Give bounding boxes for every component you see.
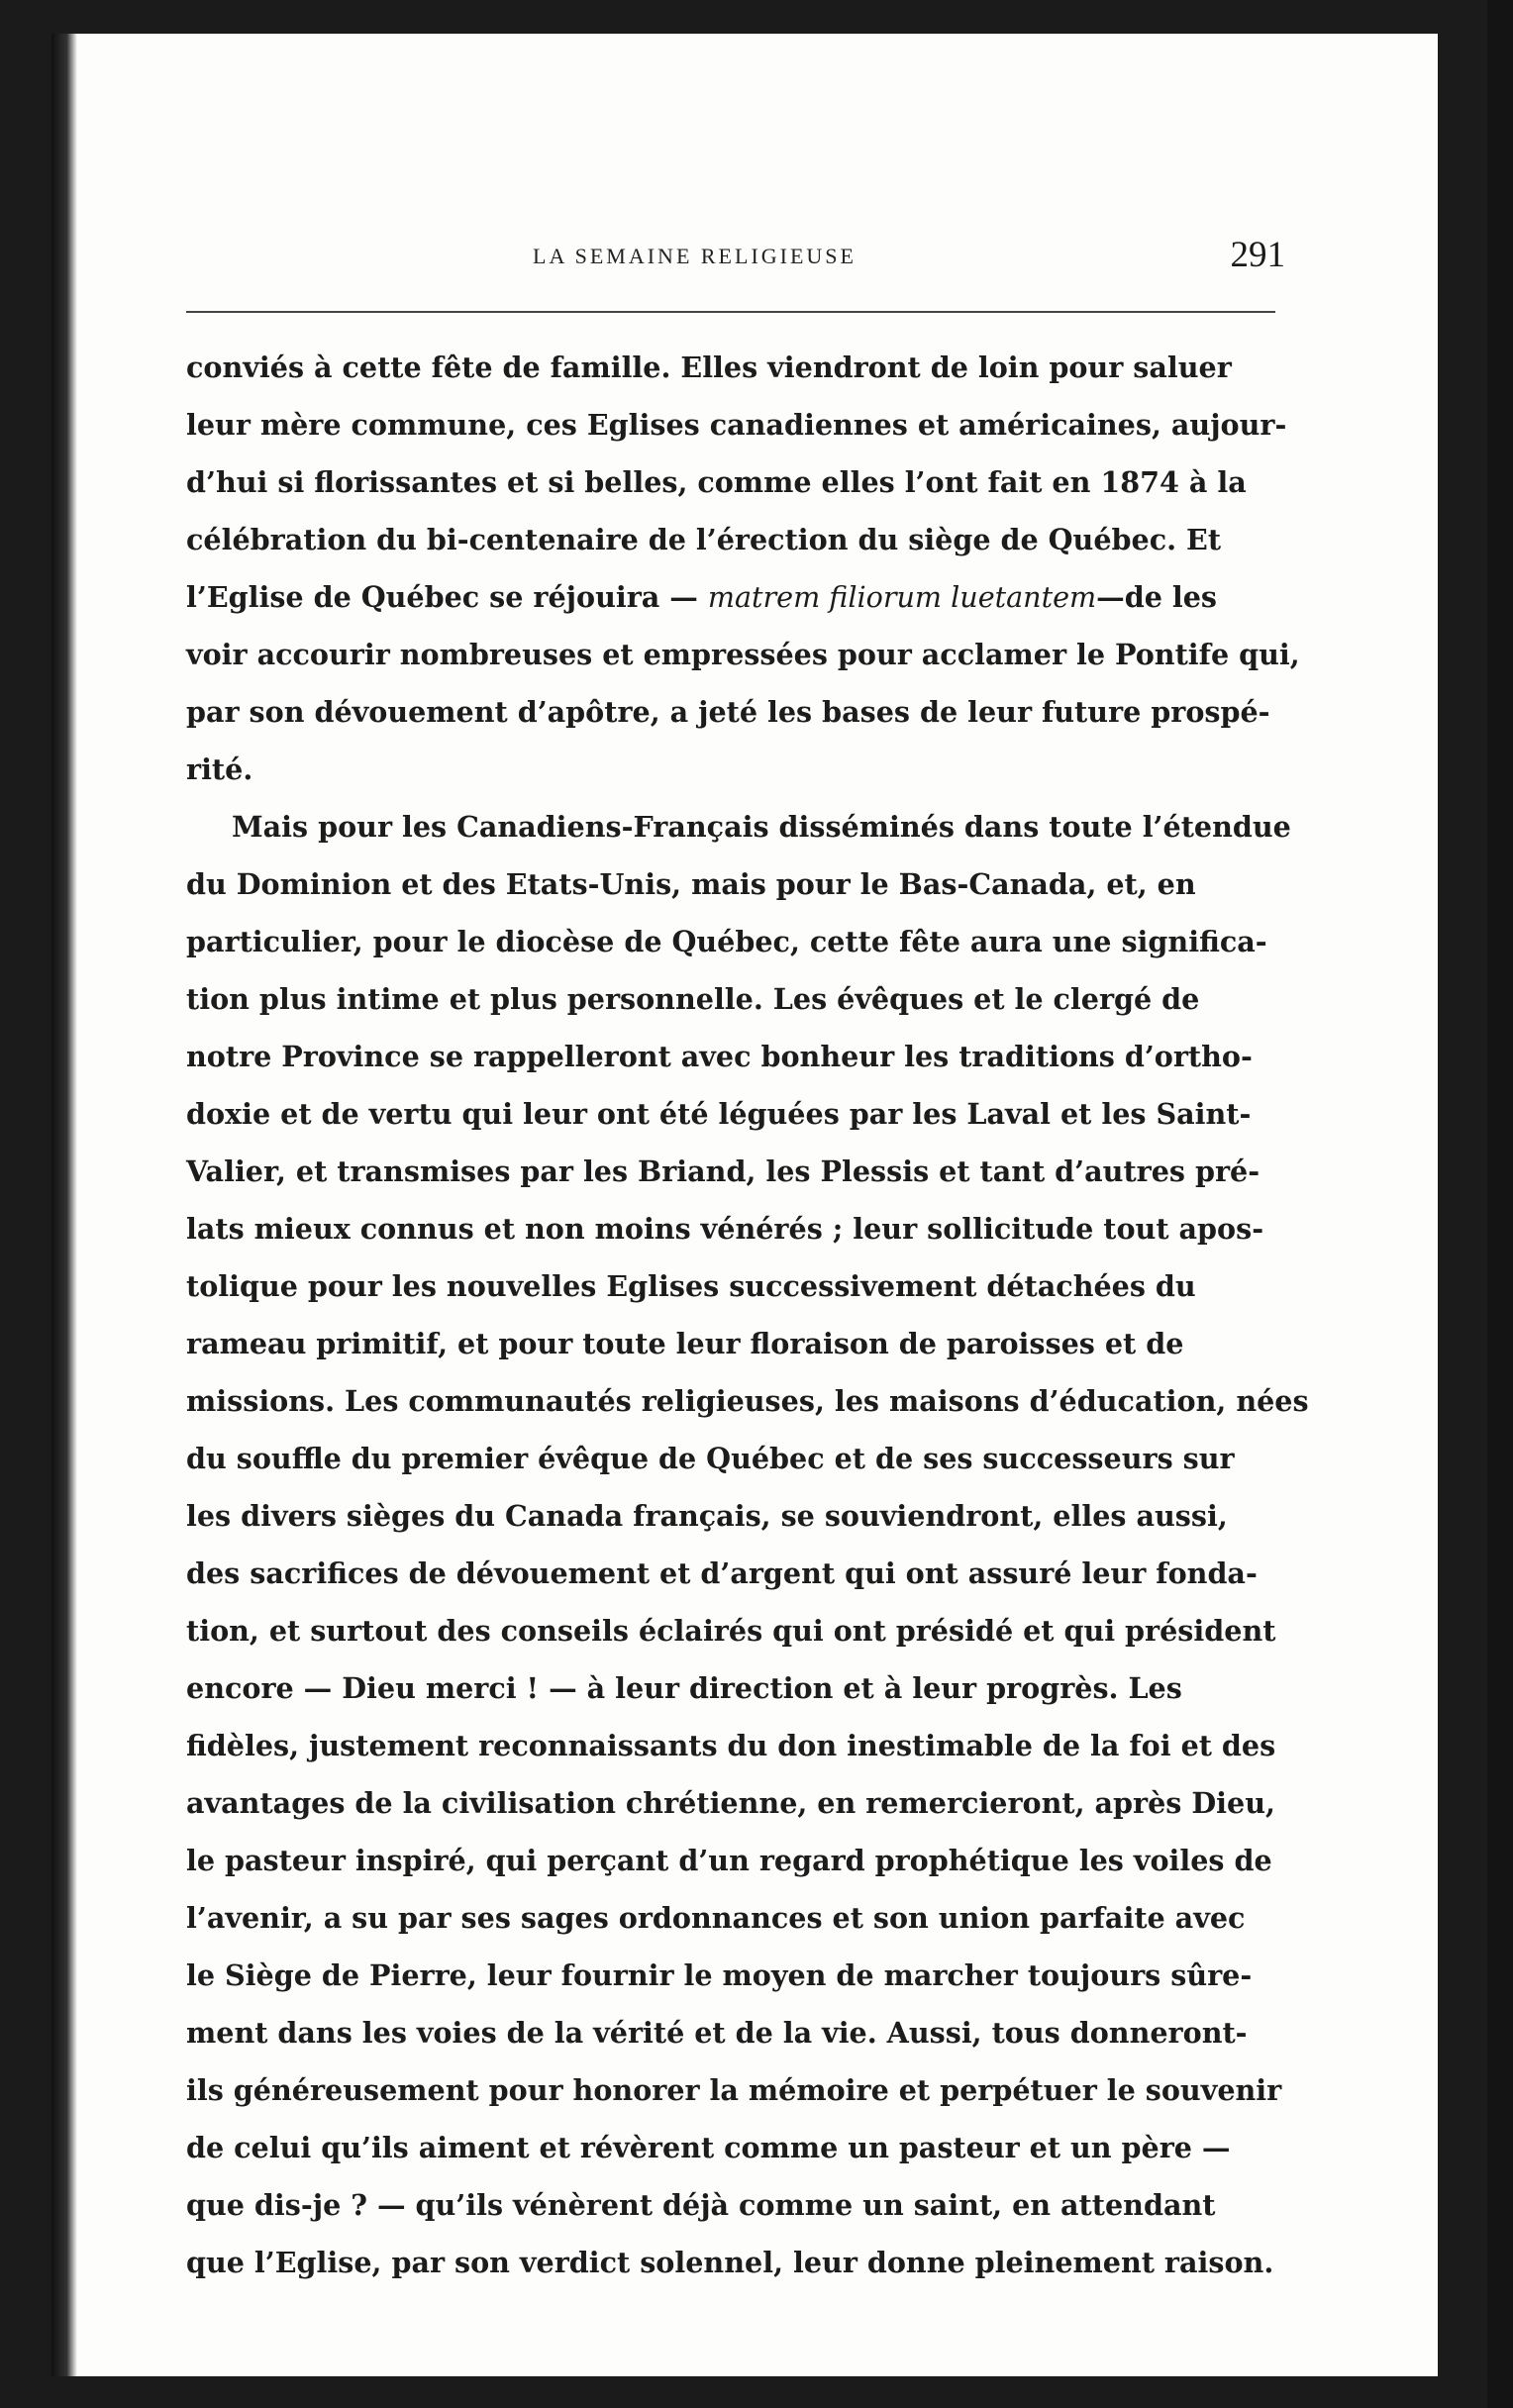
text-line: célébration du bi-centenaire de l’érection du siège de Québec. Et	[186, 523, 1222, 556]
running-title: LA SEMAINE RELIGIEUSE	[533, 244, 857, 268]
text-line: les divers sièges du Canada français, se souviendront, elles aussi,	[186, 1499, 1228, 1533]
text-line	[186, 568, 1305, 626]
text-line: tolique pour les nouvelles Eglises successivement détachées du	[186, 1269, 1196, 1303]
book-page	[51, 34, 1438, 2376]
text-line: ils généreusement pour honorer la mémoire et perpétuer le souvenir	[186, 2073, 1282, 2107]
text-line: avantages de la civilisation chrétienne, en remercieront, après Dieu,	[186, 1786, 1275, 1820]
page-number: 291	[1230, 235, 1285, 275]
left-page-edge	[51, 34, 77, 2376]
text-line: du souffle du premier évêque de Québec et de ses successeurs sur	[186, 1442, 1235, 1475]
text-line: le Siège de Pierre, leur fournir le moyen de marcher toujours sûre-	[186, 1958, 1253, 1992]
text-line: rameau primitif, et pour toute leur floraison de paroisses et de	[186, 1327, 1184, 1360]
text-line: doxie et de vertu qui leur ont été léguées par les Laval et les Saint-	[186, 1097, 1252, 1131]
page-header	[533, 235, 1285, 277]
text-line: le pasteur inspiré, qui perçant d’un regard prophétique les voiles de	[186, 1844, 1272, 1877]
text-line: notre Province se rappelleront avec bonheur les traditions d’ortho-	[186, 1040, 1253, 1073]
text-line: de celui qu’ils aiment et révèrent comme un pasteur et un père —	[186, 2131, 1231, 2164]
text-line: par son dévouement d’apôtre, a jeté les bases de leur future prospé-	[186, 695, 1270, 729]
body-text	[186, 339, 1309, 2291]
text-line: particulier, pour le diocèse de Québec, cette fête aura une significa-	[186, 925, 1267, 958]
text-line: que l’Eglise, par son verdict solennel, leur donne pleinement raison.	[186, 2246, 1274, 2279]
paragraph-start-line: Mais pour les Canadiens-Français disséminés dans toute l’étendue	[232, 810, 1291, 844]
text-line: du Dominion et des Etats-Unis, mais pour le Bas-Canada, et, en	[186, 867, 1196, 901]
text-line: des sacrifices de dévouement et d’argent qui ont assuré leur fonda-	[186, 1556, 1258, 1590]
text-line: encore — Dieu merci ! — à leur direction et à leur progrès. Les	[186, 1671, 1182, 1705]
scan-shadow	[1487, 0, 1513, 2408]
text-line: missions. Les communautés religieuses, les maisons d’éducation, nées	[186, 1384, 1309, 1418]
text-line: que dis-je ? — qu’ils vénèrent déjà comme un saint, en attendant	[186, 2188, 1216, 2222]
text-line: conviés à cette fête de famille. Elles viendront de loin pour saluer	[186, 351, 1232, 384]
text-line: ment dans les voies de la vérité et de la vie. Aussi, tous donneront-	[186, 2016, 1248, 2050]
text-line: voir accourir nombreuses et empressées pour acclamer le Pontife qui,	[186, 638, 1300, 671]
text-line: d’hui si florissantes et si belles, comme elles l’ont fait en 1874 à la	[186, 465, 1247, 499]
text-segment: l’Eglise de Québec se réjouira —	[186, 580, 708, 614]
text-line: leur mère commune, ces Eglises canadiennes et américaines, aujour-	[186, 408, 1287, 442]
latin-quote: matrem filiorum luetantem	[707, 580, 1097, 614]
header-rule	[186, 311, 1275, 313]
text-line: tion, et surtout des conseils éclairés qui ont présidé et qui président	[186, 1614, 1276, 1648]
text-line: l’avenir, a su par ses sages ordonnances et son union parfaite avec	[186, 1901, 1246, 1935]
text-line: Valier, et transmises par les Briand, les Plessis et tant d’autres pré-	[186, 1154, 1261, 1188]
text-segment: —de les	[1096, 580, 1217, 614]
text-line: rité.	[186, 752, 253, 786]
text-line: lats mieux connus et non moins vénérés ; leur sollicitude tout apos-	[186, 1212, 1264, 1246]
text-line: fidèles, justement reconnaissants du don inestimable de la foi et des	[186, 1729, 1276, 1762]
text-line: tion plus intime et plus personnelle. Les évêques et le clergé de	[186, 982, 1200, 1016]
